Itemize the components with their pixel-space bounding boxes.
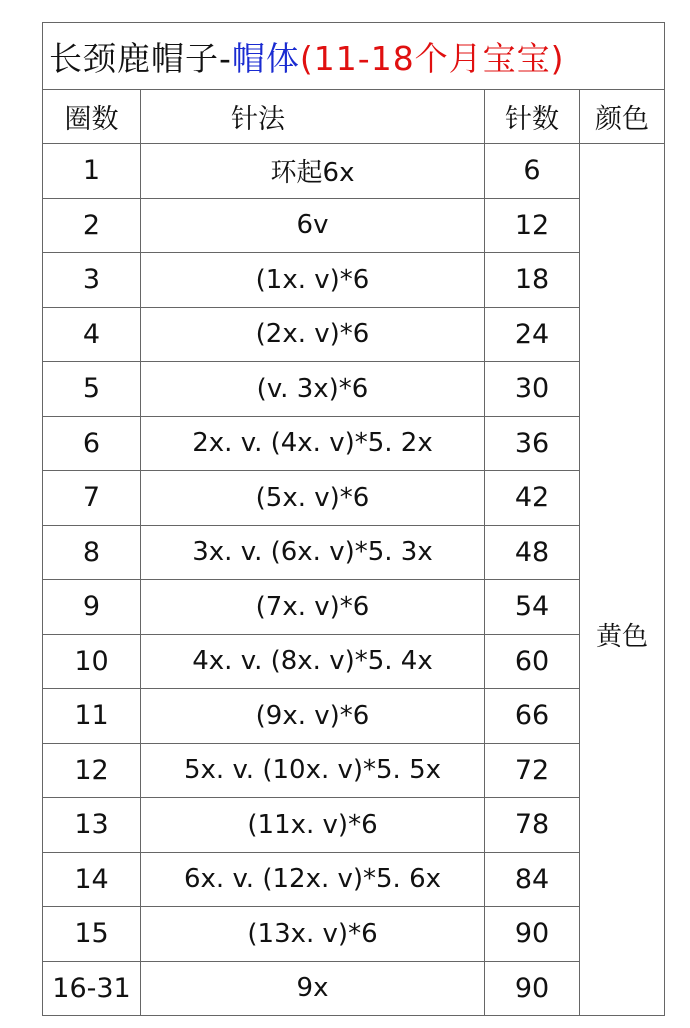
round-cell: 4 bbox=[43, 307, 141, 362]
table-row bbox=[43, 198, 665, 253]
count-cell: 6 bbox=[485, 144, 580, 199]
count-cell: 12 bbox=[485, 198, 580, 253]
count-cell: 66 bbox=[485, 689, 580, 744]
title-part-1: 长颈鹿帽子- bbox=[49, 38, 232, 78]
method-cell: 3x. v. (6x. v)*5. 3x bbox=[141, 525, 485, 580]
table-row bbox=[43, 852, 665, 907]
count-cell: 42 bbox=[485, 471, 580, 526]
title-part-3: (11-18个月宝宝) bbox=[299, 38, 565, 78]
round-cell: 11 bbox=[43, 689, 141, 744]
round-cell: 12 bbox=[43, 743, 141, 798]
table-row bbox=[43, 743, 665, 798]
page-title bbox=[43, 23, 665, 90]
round-cell: 2 bbox=[43, 198, 141, 253]
method-cell: 6v bbox=[141, 198, 485, 253]
title-part-2: 帽体 bbox=[231, 38, 300, 78]
count-cell: 78 bbox=[485, 798, 580, 853]
table-row bbox=[43, 634, 665, 689]
header-round: 圈数 bbox=[43, 90, 141, 144]
round-cell: 1 bbox=[43, 144, 141, 199]
method-cell: 5x. v. (10x. v)*5. 5x bbox=[141, 743, 485, 798]
table-row bbox=[43, 961, 665, 1016]
round-cell: 13 bbox=[43, 798, 141, 853]
round-cell: 5 bbox=[43, 362, 141, 417]
count-cell: 24 bbox=[485, 307, 580, 362]
method-cell: 2x. v. (4x. v)*5. 2x bbox=[141, 416, 485, 471]
round-cell: 16-31 bbox=[43, 961, 141, 1016]
round-cell: 10 bbox=[43, 634, 141, 689]
count-cell: 90 bbox=[485, 907, 580, 962]
method-cell: (v. 3x)*6 bbox=[141, 362, 485, 417]
table-row bbox=[43, 689, 665, 744]
method-cell: (13x. v)*6 bbox=[141, 907, 485, 962]
table-row bbox=[43, 580, 665, 635]
table-row bbox=[43, 798, 665, 853]
count-cell: 72 bbox=[485, 743, 580, 798]
header-row bbox=[43, 90, 665, 144]
table-row bbox=[43, 907, 665, 962]
round-cell: 7 bbox=[43, 471, 141, 526]
crochet-pattern-sheet bbox=[42, 22, 664, 1020]
method-cell: (9x. v)*6 bbox=[141, 689, 485, 744]
round-cell: 15 bbox=[43, 907, 141, 962]
table-row bbox=[43, 525, 665, 580]
count-cell: 18 bbox=[485, 253, 580, 308]
method-cell: 9x bbox=[141, 961, 485, 1016]
count-cell: 48 bbox=[485, 525, 580, 580]
table-row bbox=[43, 471, 665, 526]
header-color: 颜色 bbox=[580, 90, 665, 144]
method-cell: (1x. v)*6 bbox=[141, 253, 485, 308]
table-row bbox=[43, 362, 665, 417]
round-cell: 14 bbox=[43, 852, 141, 907]
round-cell: 8 bbox=[43, 525, 141, 580]
count-cell: 30 bbox=[485, 362, 580, 417]
method-cell: 环起6x bbox=[141, 144, 485, 199]
table-row bbox=[43, 307, 665, 362]
method-cell: (11x. v)*6 bbox=[141, 798, 485, 853]
method-cell: (5x. v)*6 bbox=[141, 471, 485, 526]
method-cell: 4x. v. (8x. v)*5. 4x bbox=[141, 634, 485, 689]
round-cell: 3 bbox=[43, 253, 141, 308]
table-row bbox=[43, 416, 665, 471]
method-cell: (2x. v)*6 bbox=[141, 307, 485, 362]
title-row bbox=[43, 23, 665, 90]
count-cell: 54 bbox=[485, 580, 580, 635]
count-cell: 60 bbox=[485, 634, 580, 689]
method-cell: (7x. v)*6 bbox=[141, 580, 485, 635]
round-cell: 6 bbox=[43, 416, 141, 471]
count-cell: 36 bbox=[485, 416, 580, 471]
method-cell: 6x. v. (12x. v)*5. 6x bbox=[141, 852, 485, 907]
pattern-table bbox=[42, 22, 665, 1016]
table-row bbox=[43, 253, 665, 308]
header-count: 针数 bbox=[485, 90, 580, 144]
color-cell: 黄色 bbox=[580, 144, 665, 1016]
count-cell: 90 bbox=[485, 961, 580, 1016]
header-method: 针法 bbox=[141, 90, 485, 144]
count-cell: 84 bbox=[485, 852, 580, 907]
round-cell: 9 bbox=[43, 580, 141, 635]
table-row bbox=[43, 144, 665, 199]
